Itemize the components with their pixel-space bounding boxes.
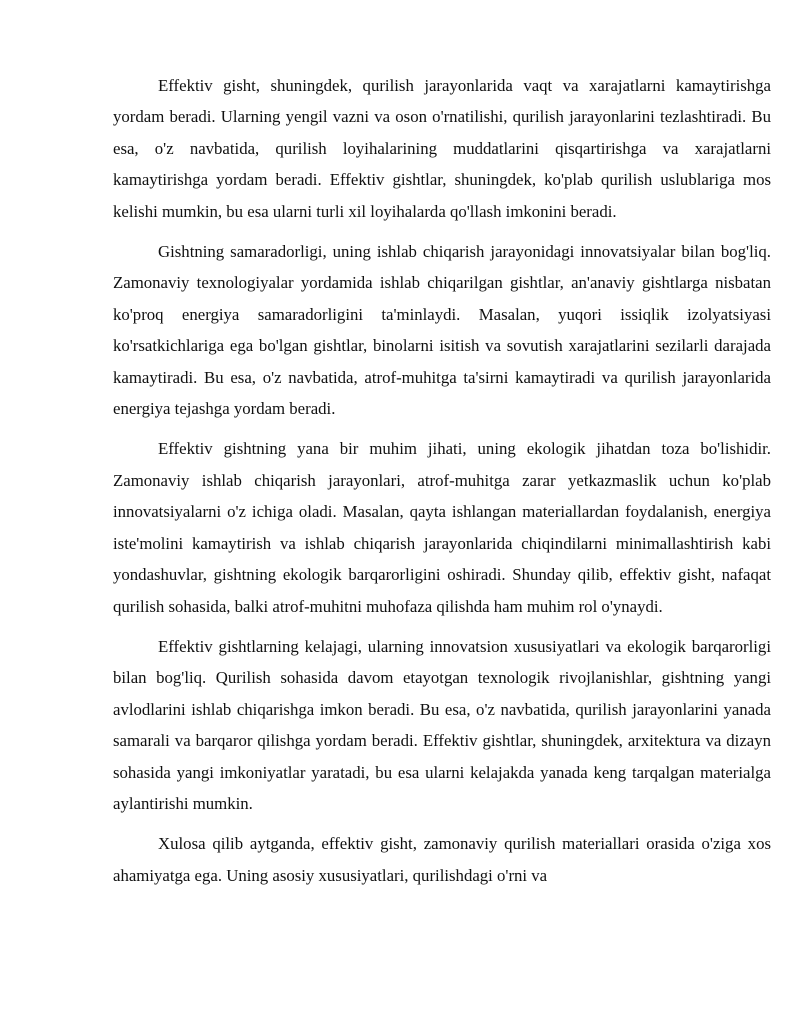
paragraph-5: Xulosa qilib aytganda, effektiv gisht, zamonaviy qurilish materiallari orasida o'ziga xos ahamiyatga ega. Uning asosiy xususiyatlari, qurilishdagi o'rni va [113,834,771,885]
paragraph-2: Gishtning samaradorligi, uning ishlab chiqarish jarayonidagi innovatsiyalar bilan bog'liq. Zamonaviy texnologiyalar yordamida ishlab chiqarilgan gishtlar, an'anaviy gishtlarga nisbatan ko'proq energiya samaradorligini ta'minlaydi. Masalan, yuqori issiqlik izolyatsiyasi ko'rsatkichlariga ega bo'lgan gishtlar, binolarni isitish va sovutish xarajatlarini sezilarli darajada kamaytiradi. Bu esa, o'z navbatida, atrof-muhitga ta'sirni kamaytiradi va qurilish jarayonlarida energiya tejashga yordam beradi. [113,242,771,419]
paragraph-4: Effektiv gishtlarning kelajagi, ularning innovatsion xususiyatlari va ekologik barqarorligi bilan bog'liq. Qurilish sohasida davom etayotgan texnologik rivojlanishlar, gishtning yangi avlodlarini ishlab chiqarishga imkon beradi. Bu esa, o'z navbatida, qurilish jarayonlarini yanada samarali va barqaror qilishga yordam beradi. Effektiv gishtlar, shuningdek, arxitektura va dizayn sohasida yangi imkoniyatlar yaratadi, bu esa ularni kelajakda yanada keng tarqalgan materialga aylantirishi mumkin. [113,636,771,813]
paragraph-3: Effektiv gishtning yana bir muhim jihati, uning ekologik jihatdan toza bo'lishidir. Zamonaviy ishlab chiqarish jarayonlari, atrof-muhitga zarar yetkazmaslik uchun ko'plab innovatsiyalarni o'z ichiga oladi. Masalan, qayta ishlangan materiallardan foydalanish, energiya iste'molini kamaytirish va ishlab chiqarish jarayonlarida chiqindilarni minimallashtirish kabi yondashuvlar, gishtning ekologik barqarorligini oshiradi. Shunday qilib, effektiv gisht, nafaqat qurilish sohasida, balki atrof-muhitni muhofaza qilishda ham muhim rol o'ynaydi. [113,439,771,616]
document-body [113,70,771,900]
paragraph-1: Effektiv gisht, shuningdek, qurilish jarayonlarida vaqt va xarajatlarni kamaytirishga yordam beradi. Ularning yengil vazni va oson o'rnatilishi, qurilish jarayonlarini tezlashtiradi. Bu esa, o'z navbatida, qurilish loyihalarining muddatlarini qisqartirishga va xarajatlarni kamaytirishga yordam beradi. Effektiv gishtlar, shuningdek, ko'plab qurilish uslublariga mos kelishi mumkin, bu esa ularni turli xil loyihalarda qo'llash imkonini beradi. [113,76,771,221]
